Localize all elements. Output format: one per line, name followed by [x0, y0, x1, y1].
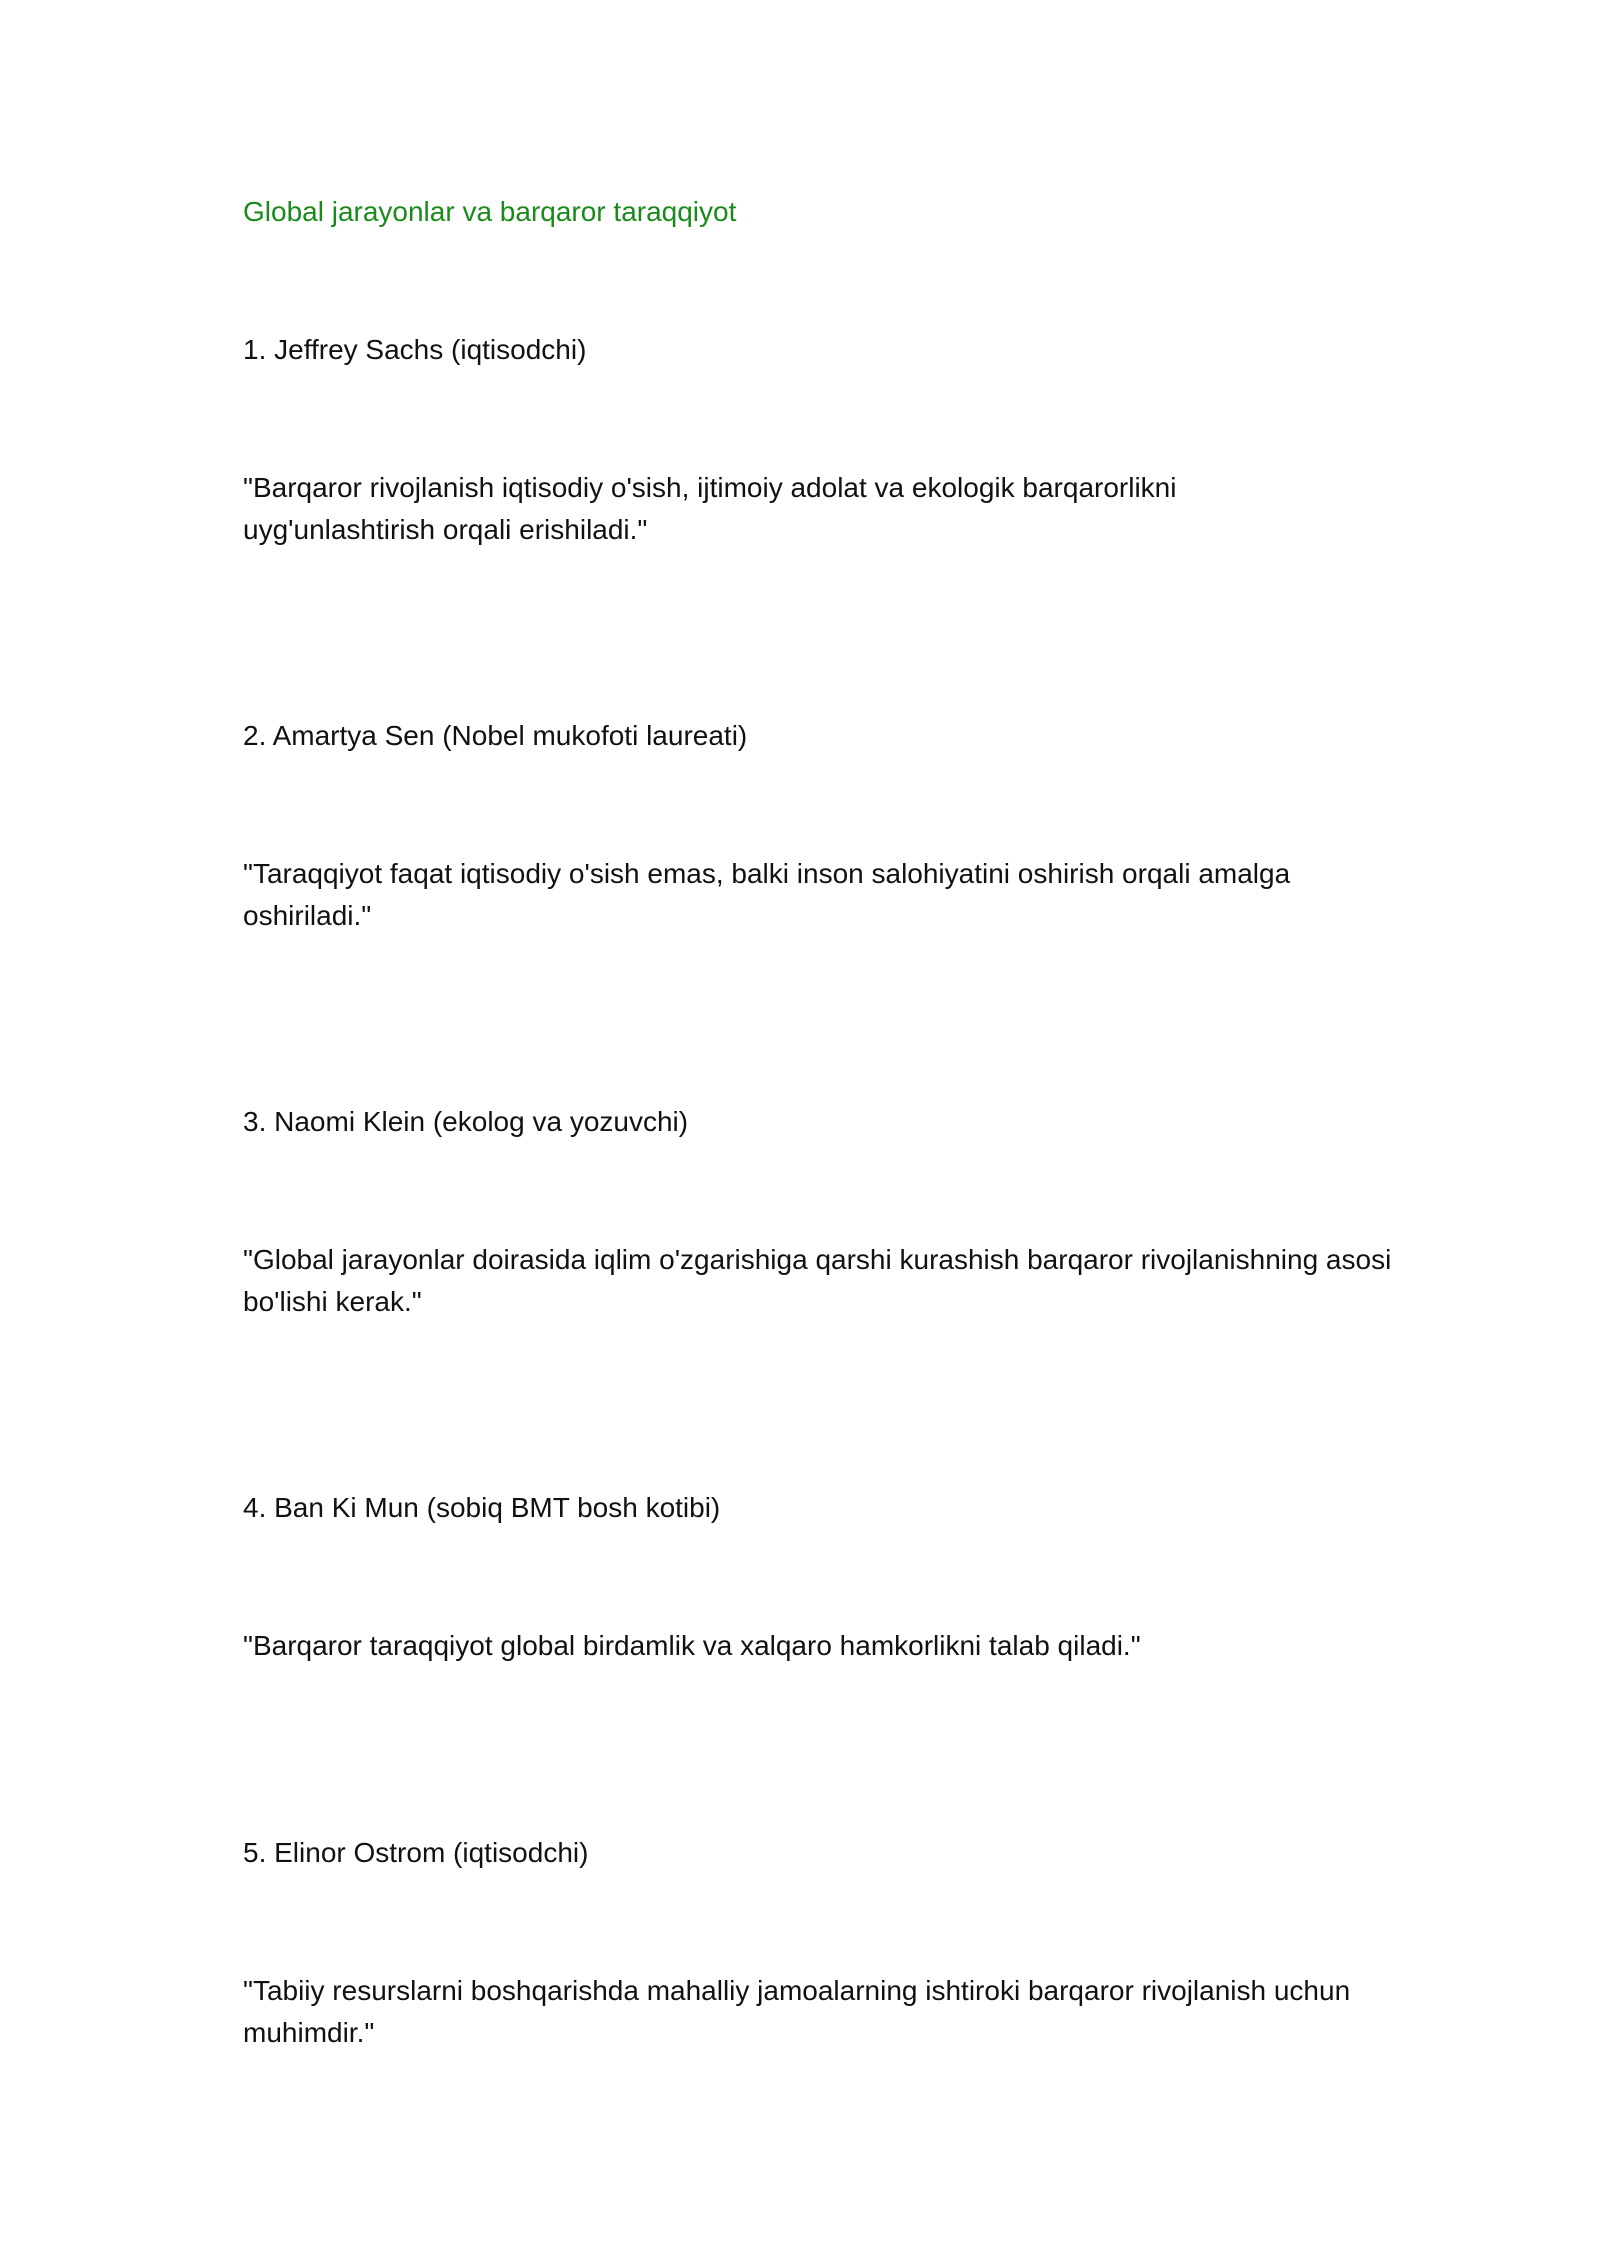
quote-line: uyg'unlashtirish orqali erishiladi.": [243, 514, 648, 545]
quote-line: "Taraqqiyot faqat iqtisodiy o'sish emas, balki inson salohiyatini oshirish orqali amalga: [243, 858, 1291, 889]
entry-heading-4: 4. Ban Ki Mun (sobiq BMT bosh kotibi): [243, 1492, 721, 1523]
quote-line: oshiriladi.": [243, 900, 372, 931]
quote-line: "Global jarayonlar doirasida iqlim o'zgarishiga qarshi kurashish barqaror rivojlanishning asosi: [243, 1244, 1392, 1275]
entry-quote-3: [243, 1239, 1392, 1323]
document-title: Global jarayonlar va barqaror taraqqiyot: [243, 196, 737, 227]
entry-quote-4: [243, 1625, 1383, 1667]
quote-line: bo'lishi kerak.": [243, 1286, 422, 1317]
entry-quote-5: [243, 1970, 1383, 2054]
quote-line: muhimdir.": [243, 2017, 375, 2048]
entry-quote-2: [243, 853, 1383, 937]
quote-line: "Tabiiy resurslarni boshqarishda mahalliy jamoalarning ishtiroki barqaror rivojlanish uchun: [243, 1975, 1351, 2006]
entry-heading-3: 3. Naomi Klein (ekolog va yozuvchi): [243, 1106, 689, 1137]
entry-heading-1: 1. Jeffrey Sachs (iqtisodchi): [243, 334, 587, 365]
quote-line: "Barqaror taraqqiyot global birdamlik va xalqaro hamkorlikni talab qiladi.": [243, 1630, 1141, 1661]
entry-heading-5: 5. Elinor Ostrom (iqtisodchi): [243, 1837, 589, 1868]
entry-heading-2: 2. Amartya Sen (Nobel mukofoti laureati): [243, 720, 748, 751]
quote-line: "Barqaror rivojlanish iqtisodiy o'sish, ijtimoiy adolat va ekologik barqarorlikni: [243, 472, 1177, 503]
entry-quote-1: [243, 467, 1383, 551]
